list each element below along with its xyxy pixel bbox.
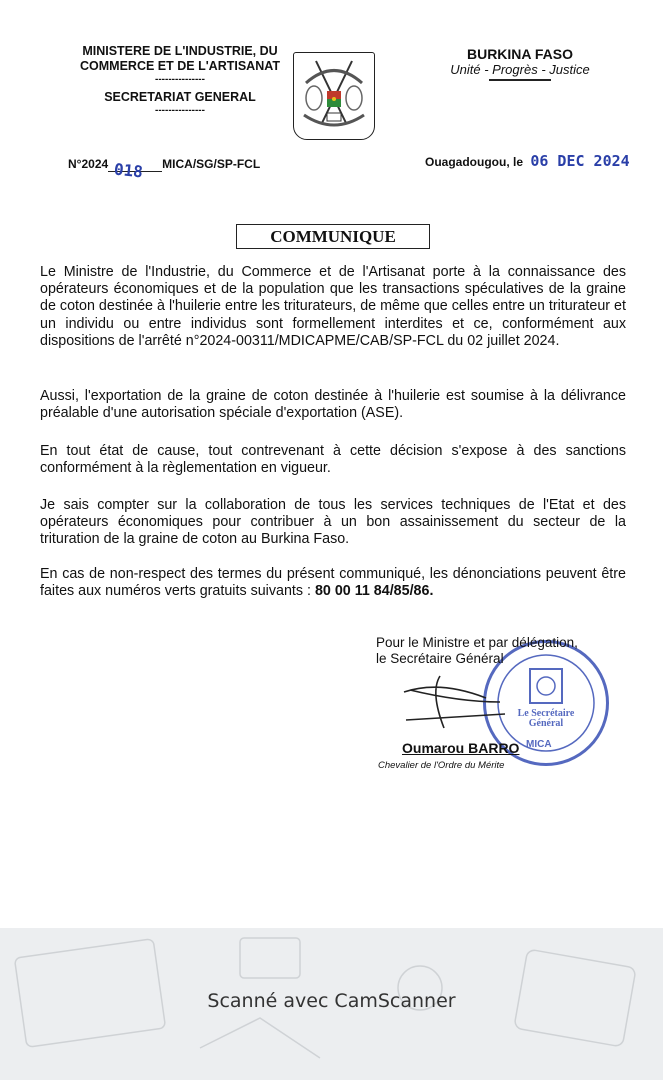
hotline-numbers: 80 00 11 84/85/86. (314, 583, 434, 600)
ministry-name-line2: COMMERCE ET DE L'ARTISANAT (80, 59, 280, 73)
paragraph-3: En tout état de cause, tout contrevenant à cette décision s'expose à des sanctions conformément à la règlementation en vigueur. (40, 443, 626, 477)
camscanner-watermark: Scanné avec CamScanner (207, 990, 456, 1012)
delegation-line: Pour le Ministre et par délégation, (376, 635, 578, 650)
stamped-date: 06 DEC 2024 (530, 152, 630, 170)
country-name: BURKINA FASO (466, 46, 574, 62)
hotline-text: En cas de non-respect des termes du présent communiqué, les dénonciations peuvent être faites aux numéros verts gratuits suivants : (40, 566, 626, 600)
signatory-distinction: Chevalier de l'Ordre du Mérite (378, 760, 505, 771)
signature-block (376, 635, 578, 667)
reference-prefix: N°2024 (68, 157, 109, 171)
signatory-name: Oumarou BARRO (402, 740, 520, 756)
reference-number (68, 157, 261, 182)
reference-suffix: MICA/SG/SP-FCL (162, 157, 261, 171)
place-date (425, 152, 630, 170)
paragraph-5 (40, 566, 626, 600)
ministry-name-line1: MINISTERE DE L'INDUSTRIE, DU (82, 44, 278, 58)
divider (489, 79, 551, 81)
seal-center-text: Le Secrétaire Général (517, 708, 575, 729)
paragraph-4: Je sais compter sur la collaboration de tous les services techniques de l'Etat et des opérateurs économiques pour contribuer à un bon assainissement du secteur de la trituration de la graine de coton au Burkina Faso. (40, 497, 626, 548)
stamped-number: 018 (113, 159, 144, 182)
place: Ouagadougou, le (425, 155, 523, 169)
separator: --------------- (155, 105, 205, 116)
document-title: COMMUNIQUE (236, 224, 430, 249)
coat-of-arms-icon (293, 52, 375, 140)
country-header (430, 46, 610, 81)
paragraph-2: Aussi, l'exportation de la graine de coton destinée à l'huilerie est soumise à la délivrance préalable d'une autorisation spéciale d'exportation (ASE). (40, 388, 626, 422)
paragraph-1: Le Ministre de l'Industrie, du Commerce et de l'Artisanat porte à la connaissance des opérateurs économiques et de la population que les transactions spéculatives de la graine de coton destinée à l'huilerie entre les triturateurs, de même que celles entre un triturateur et un individu ou entre individus sont formellement interdites et ce, conformément aux dispositions de l'arrêté n°2024-00311/MDICAPME/CAB/SP-FCL du 02 juillet 2024. (40, 264, 626, 349)
secretariat: SECRETARIAT GENERAL (104, 90, 256, 104)
seal-bottom-text: MICA (526, 739, 552, 750)
ministry-header (60, 44, 300, 117)
signatory-title: le Secrétaire Général (376, 651, 504, 666)
separator: --------------- (155, 74, 205, 85)
handwritten-signature-icon (400, 672, 510, 732)
national-motto: Unité - Progrès - Justice (450, 62, 590, 77)
